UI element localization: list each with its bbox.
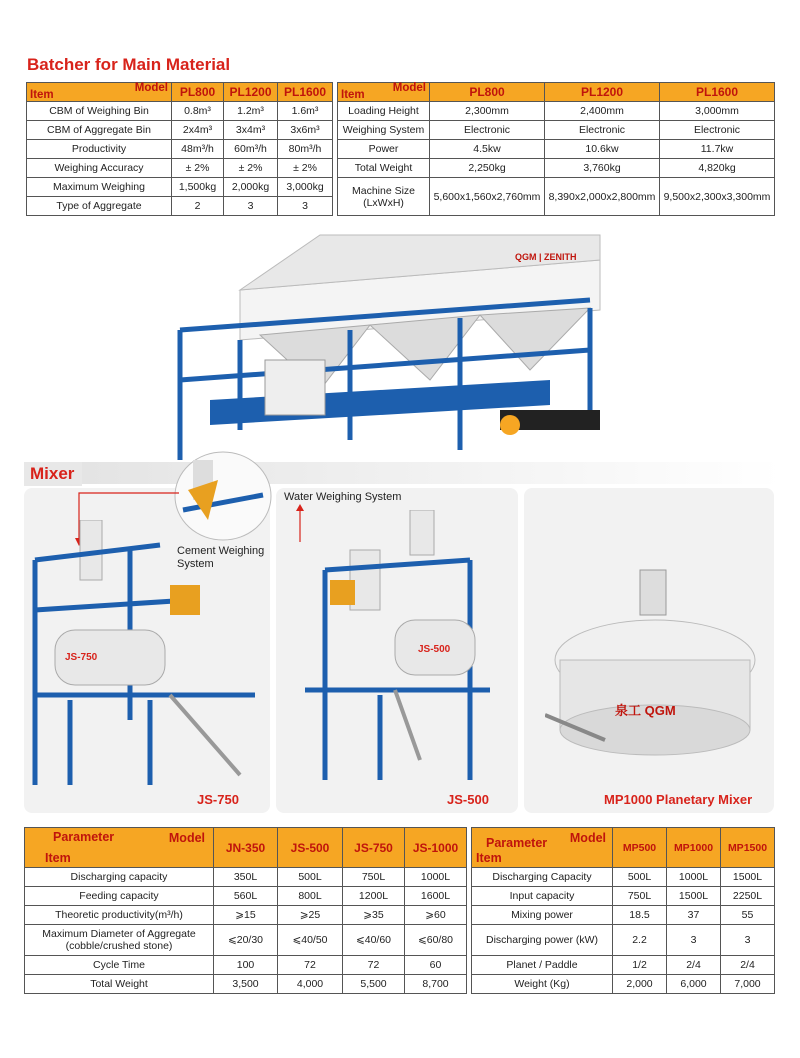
row-label: Loading Height xyxy=(338,102,430,121)
cell-value: 72 xyxy=(278,956,343,975)
cell-value: 2,400mm xyxy=(545,102,660,121)
js500-machine-image xyxy=(300,510,515,785)
row-label: Theoretic productivity(m³/h) xyxy=(25,906,214,925)
model-header: MP1500 xyxy=(721,828,775,868)
cell-value: 2 xyxy=(172,197,224,216)
mixer-spec-table xyxy=(24,827,467,994)
cell-value: 1.2m³ xyxy=(224,102,278,121)
row-label: Total Weight xyxy=(338,159,430,178)
cell-value: 2,250kg xyxy=(430,159,545,178)
cell-value: 11.7kw xyxy=(660,140,775,159)
cell-value: 3x4m³ xyxy=(224,121,278,140)
cell-value: ± 2% xyxy=(224,159,278,178)
mp1000-logo: 泉工 QGM xyxy=(615,703,676,718)
cell-value: 72 xyxy=(343,956,405,975)
cell-value: 7,000 xyxy=(721,975,775,994)
cell-value: 1/2 xyxy=(613,956,667,975)
cell-value: 10.6kw xyxy=(545,140,660,159)
batcher-spec-table-2 xyxy=(337,82,775,216)
js750-caption: JS-750 xyxy=(197,792,239,807)
cell-value: 800L xyxy=(278,887,343,906)
table-row xyxy=(27,140,333,159)
cell-value: 560L xyxy=(214,887,278,906)
cell-value: 500L xyxy=(613,868,667,887)
js750-machine-label: JS-750 xyxy=(65,652,98,663)
table-row xyxy=(27,178,333,197)
row-label: Planet / Paddle xyxy=(472,956,613,975)
table-row xyxy=(27,159,333,178)
table-row xyxy=(472,887,775,906)
cell-value: 4,820kg xyxy=(660,159,775,178)
cell-value: 3,500 xyxy=(214,975,278,994)
table-row xyxy=(25,868,467,887)
cell-value: 3x6m³ xyxy=(278,121,333,140)
cell-value: ± 2% xyxy=(172,159,224,178)
row-label: Discharging power (kW) xyxy=(472,925,613,956)
cell-value: 8,390x2,000x2,800mm xyxy=(545,178,660,216)
cement-weighing-label: Cement Weighing System xyxy=(177,545,265,570)
table-corner-header: Parameter Model Item xyxy=(25,828,214,868)
js500-machine-label: JS-500 xyxy=(418,644,451,655)
row-label: Type of Aggregate xyxy=(27,197,172,216)
cell-value: 60m³/h xyxy=(224,140,278,159)
table-row xyxy=(25,975,467,994)
model-header: PL1200 xyxy=(224,83,278,102)
cell-value: 2/4 xyxy=(667,956,721,975)
model-header: PL1600 xyxy=(660,83,775,102)
cell-value: 1500L xyxy=(721,868,775,887)
cell-value: 1200L xyxy=(343,887,405,906)
row-label: Discharging capacity xyxy=(25,868,214,887)
cell-value: 3 xyxy=(667,925,721,956)
model-header: PL1600 xyxy=(278,83,333,102)
cell-value: 1000L xyxy=(405,868,467,887)
cell-value: 1500L xyxy=(667,887,721,906)
table-corner-header: Parameter Model Item xyxy=(472,828,613,868)
cell-value: 4,000 xyxy=(278,975,343,994)
cell-value: 2x4m³ xyxy=(172,121,224,140)
planetary-spec-table xyxy=(471,827,775,994)
cell-value: 5,500 xyxy=(343,975,405,994)
model-header: JS-500 xyxy=(278,828,343,868)
cell-value: ⩽40/60 xyxy=(343,925,405,956)
cell-value: 2/4 xyxy=(721,956,775,975)
cell-value: ± 2% xyxy=(278,159,333,178)
cell-value: 8,700 xyxy=(405,975,467,994)
table-row xyxy=(25,925,467,956)
cell-value: 2,000 xyxy=(613,975,667,994)
model-header: MP500 xyxy=(613,828,667,868)
cell-value: 750L xyxy=(343,868,405,887)
water-weighing-label: Water Weighing System xyxy=(284,491,402,503)
table-row xyxy=(338,102,775,121)
cell-value: 2,000kg xyxy=(224,178,278,197)
mp1000-caption: MP1000 Planetary Mixer xyxy=(604,792,753,807)
cell-value: 1600L xyxy=(405,887,467,906)
table-row xyxy=(27,102,333,121)
row-label: Feeding capacity xyxy=(25,887,214,906)
row-label: Weight (Kg) xyxy=(472,975,613,994)
cell-value: 60 xyxy=(405,956,467,975)
cell-value: 100 xyxy=(214,956,278,975)
cell-value: ⩽60/80 xyxy=(405,925,467,956)
table-row xyxy=(25,956,467,975)
row-label: Weighing System xyxy=(338,121,430,140)
cell-value: 37 xyxy=(667,906,721,925)
table-corner-header: Model Item xyxy=(338,83,430,102)
cell-value: 2250L xyxy=(721,887,775,906)
cell-value: 18.5 xyxy=(613,906,667,925)
cell-value: 9,500x2,300x3,300mm xyxy=(660,178,775,216)
cell-value: 55 xyxy=(721,906,775,925)
table-row xyxy=(472,925,775,956)
cell-value: 1000L xyxy=(667,868,721,887)
table-row xyxy=(472,975,775,994)
batcher-title: Batcher for Main Material xyxy=(27,55,231,74)
row-label: Machine Size (LxWxH) xyxy=(338,178,430,216)
table-row xyxy=(27,197,333,216)
table-row xyxy=(338,178,775,216)
table-row xyxy=(472,906,775,925)
cell-value: 5,600x1,560x2,760mm xyxy=(430,178,545,216)
batcher-spec-table-1 xyxy=(26,82,333,216)
table-row xyxy=(27,121,333,140)
row-label: Cycle Time xyxy=(25,956,214,975)
cell-value: Electronic xyxy=(545,121,660,140)
model-header: JS-1000 xyxy=(405,828,467,868)
cell-value: 48m³/h xyxy=(172,140,224,159)
table-row xyxy=(338,121,775,140)
model-header: PL800 xyxy=(430,83,545,102)
mixer-title: Mixer xyxy=(30,464,75,483)
row-label: Power xyxy=(338,140,430,159)
row-label: Weighing Accuracy xyxy=(27,159,172,178)
cell-value: 1.6m³ xyxy=(278,102,333,121)
cell-value: ⩾25 xyxy=(278,906,343,925)
row-label: CBM of Weighing Bin xyxy=(27,102,172,121)
mp1000-machine-image xyxy=(545,565,765,765)
cell-value: 3 xyxy=(224,197,278,216)
row-label: Discharging Capacity xyxy=(472,868,613,887)
row-label: Maximum Weighing xyxy=(27,178,172,197)
js500-caption: JS-500 xyxy=(447,792,489,807)
cell-value: 500L xyxy=(278,868,343,887)
cell-value: 2,300mm xyxy=(430,102,545,121)
row-label: Total Weight xyxy=(25,975,214,994)
model-header: PL1200 xyxy=(545,83,660,102)
cell-value: 3,000kg xyxy=(278,178,333,197)
cell-value: ⩽40/50 xyxy=(278,925,343,956)
cell-value: 80m³/h xyxy=(278,140,333,159)
cell-value: 2.2 xyxy=(613,925,667,956)
row-label: Maximum Diameter of Aggregate (cobble/crushed stone) xyxy=(25,925,214,956)
cell-value: 350L xyxy=(214,868,278,887)
cell-value: 3,760kg xyxy=(545,159,660,178)
table-row xyxy=(338,140,775,159)
js750-machine-image xyxy=(30,520,265,790)
model-header: JS-750 xyxy=(343,828,405,868)
cell-value: ⩾60 xyxy=(405,906,467,925)
cell-value: Electronic xyxy=(430,121,545,140)
cell-value: ⩾15 xyxy=(214,906,278,925)
table-row xyxy=(472,956,775,975)
cell-value: 0.8m³ xyxy=(172,102,224,121)
cell-value: 3 xyxy=(278,197,333,216)
model-header: MP1000 xyxy=(667,828,721,868)
cell-value: 750L xyxy=(613,887,667,906)
table-corner-header: Model Item xyxy=(27,83,172,102)
cell-value: 6,000 xyxy=(667,975,721,994)
table-row xyxy=(25,906,467,925)
table-row xyxy=(338,159,775,178)
cell-value: 3,000mm xyxy=(660,102,775,121)
cell-value: 1,500kg xyxy=(172,178,224,197)
cell-value: Electronic xyxy=(660,121,775,140)
row-label: Input capacity xyxy=(472,887,613,906)
row-label: Mixing power xyxy=(472,906,613,925)
cell-value: ⩽20/30 xyxy=(214,925,278,956)
cell-value: ⩾35 xyxy=(343,906,405,925)
batcher-machine-image xyxy=(170,230,620,470)
row-label: CBM of Aggregate Bin xyxy=(27,121,172,140)
row-label: Productivity xyxy=(27,140,172,159)
table-row xyxy=(472,868,775,887)
model-header: PL800 xyxy=(172,83,224,102)
brand-logo: QGM | ZENITH xyxy=(515,252,577,262)
table-row xyxy=(25,887,467,906)
cell-value: 3 xyxy=(721,925,775,956)
cell-value: 4.5kw xyxy=(430,140,545,159)
model-header: JN-350 xyxy=(214,828,278,868)
